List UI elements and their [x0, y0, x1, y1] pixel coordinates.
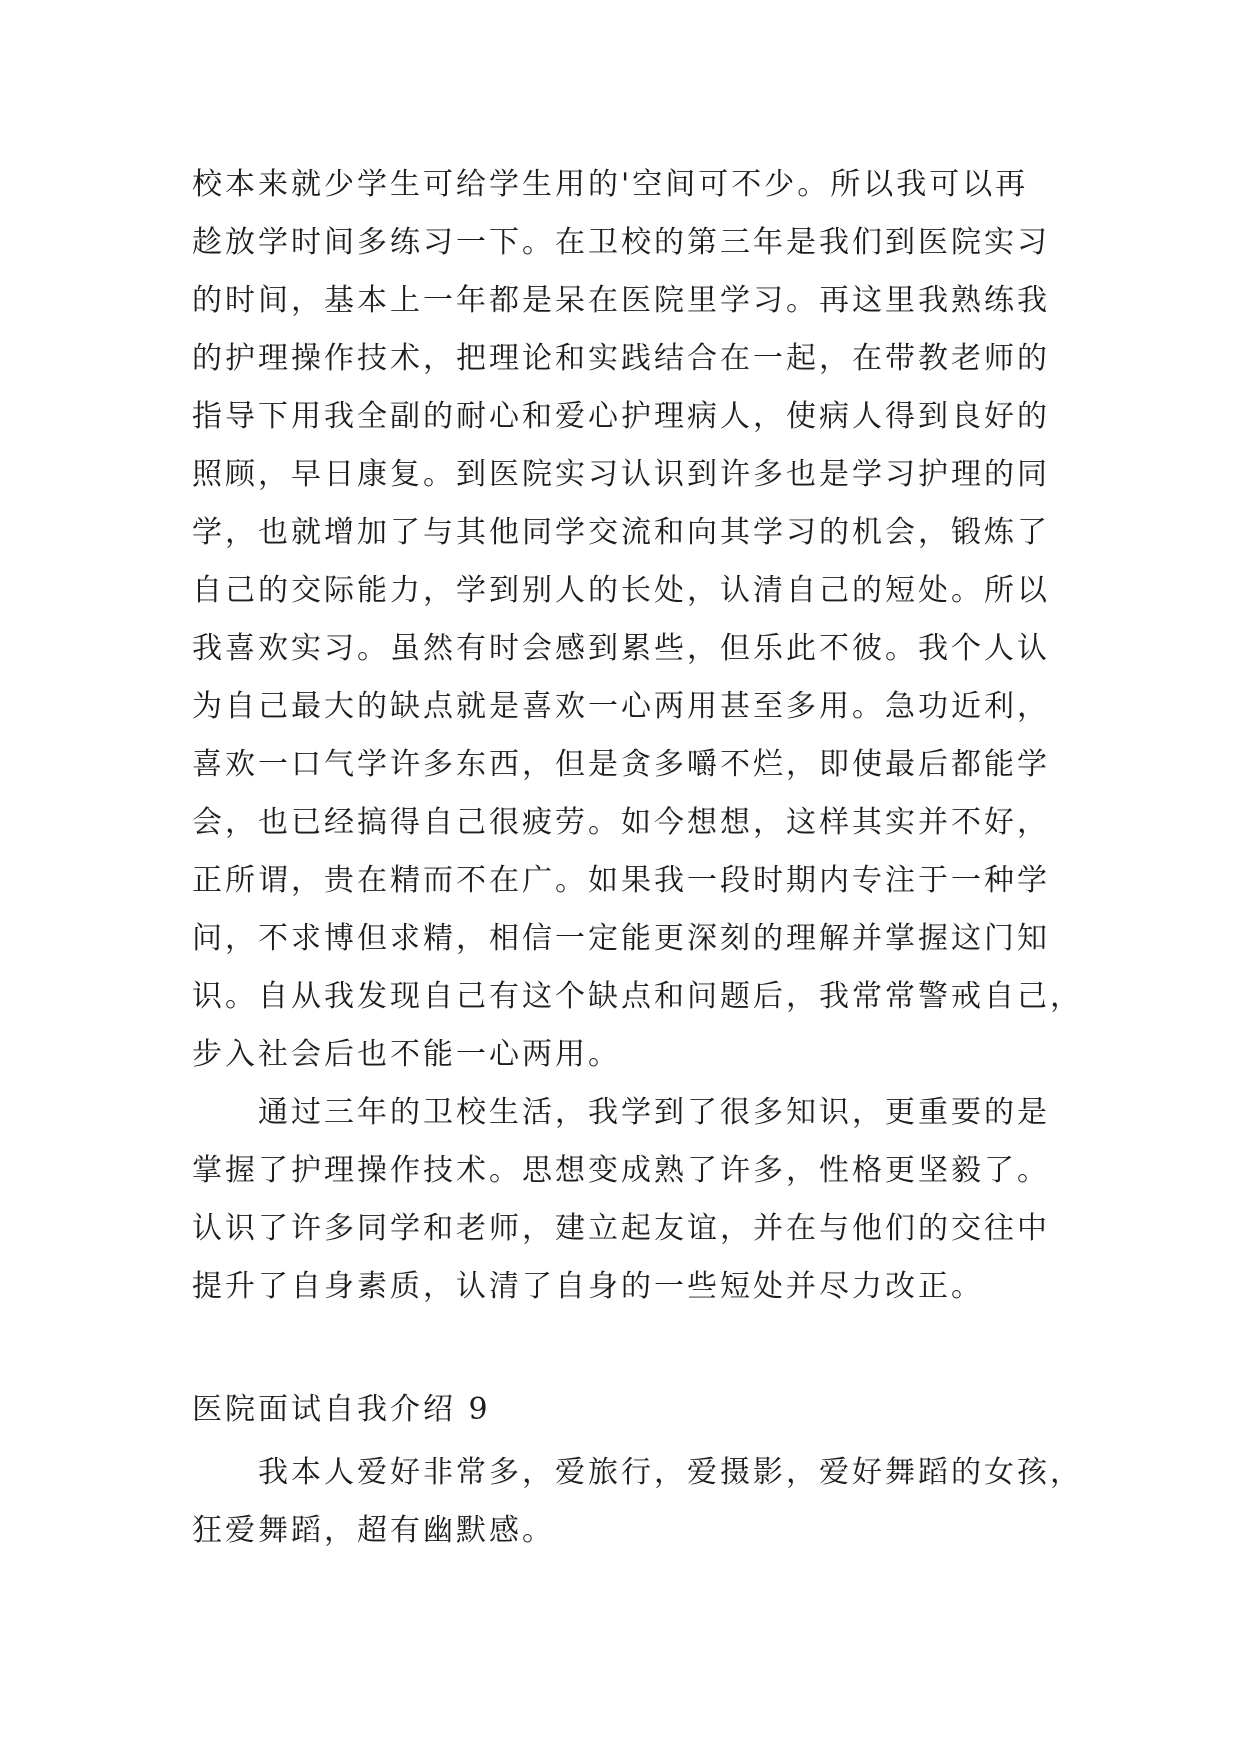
- paragraph-line: 狂爱舞蹈，超有幽默感。: [192, 1513, 555, 1548]
- paragraph-line: 问，不求博但求精，相信一定能更深刻的理解并掌握这门知: [192, 921, 1050, 956]
- paragraph-line: 指导下用我全副的耐心和爱心护理病人，使病人得到良好的: [192, 399, 1050, 434]
- section-heading: 医院面试自我介绍 9: [192, 1392, 491, 1427]
- paragraph-line: 识。自从我发现自己有这个缺点和问题后，我常常警戒自己，: [192, 979, 1083, 1014]
- paragraph-line: 为自己最大的缺点就是喜欢一心两用甚至多用。急功近利，: [192, 689, 1050, 724]
- paragraph-line: 照顾，早日康复。到医院实习认识到许多也是学习护理的同: [192, 457, 1050, 492]
- paragraph-line: 的时间，基本上一年都是呆在医院里学习。再这里我熟练我: [192, 283, 1050, 318]
- paragraph-line: 我本人爱好非常多，爱旅行，爱摄影，爱好舞蹈的女孩，: [258, 1455, 1083, 1490]
- paragraph-line: 步入社会后也不能一心两用。: [192, 1037, 621, 1072]
- paragraph-line: 喜欢一口气学许多东西，但是贪多嚼不烂，即使最后都能学: [192, 747, 1050, 782]
- paragraph-line: 会，也已经搞得自己很疲劳。如今想想，这样其实并不好，: [192, 805, 1050, 840]
- paragraph-line: 学，也就增加了与其他同学交流和向其学习的机会，锻炼了: [192, 515, 1050, 550]
- paragraph-line: 趁放学时间多练习一下。在卫校的第三年是我们到医院实习: [192, 225, 1050, 260]
- paragraph-line: 掌握了护理操作技术。思想变成熟了许多，性格更坚毅了。: [192, 1153, 1050, 1188]
- paragraph-line: 正所谓，贵在精而不在广。如果我一段时期内专注于一种学: [192, 863, 1050, 898]
- paragraph-line: 自己的交际能力，学到别人的长处，认清自己的短处。所以: [192, 573, 1050, 608]
- paragraph-line: 我喜欢实习。虽然有时会感到累些，但乐此不彼。我个人认: [192, 631, 1050, 666]
- paragraph-line: 提升了自身素质，认清了自身的一些短处并尽力改正。: [192, 1269, 984, 1304]
- paragraph-line: 认识了许多同学和老师，建立起友谊，并在与他们的交往中: [192, 1211, 1050, 1246]
- paragraph-line: 通过三年的卫校生活，我学到了很多知识，更重要的是: [258, 1095, 1050, 1130]
- paragraph-line: 校本来就少学生可给学生用的'空间可不少。所以我可以再: [192, 167, 1029, 202]
- paragraph-line: 的护理操作技术，把理论和实践结合在一起，在带教老师的: [192, 341, 1050, 376]
